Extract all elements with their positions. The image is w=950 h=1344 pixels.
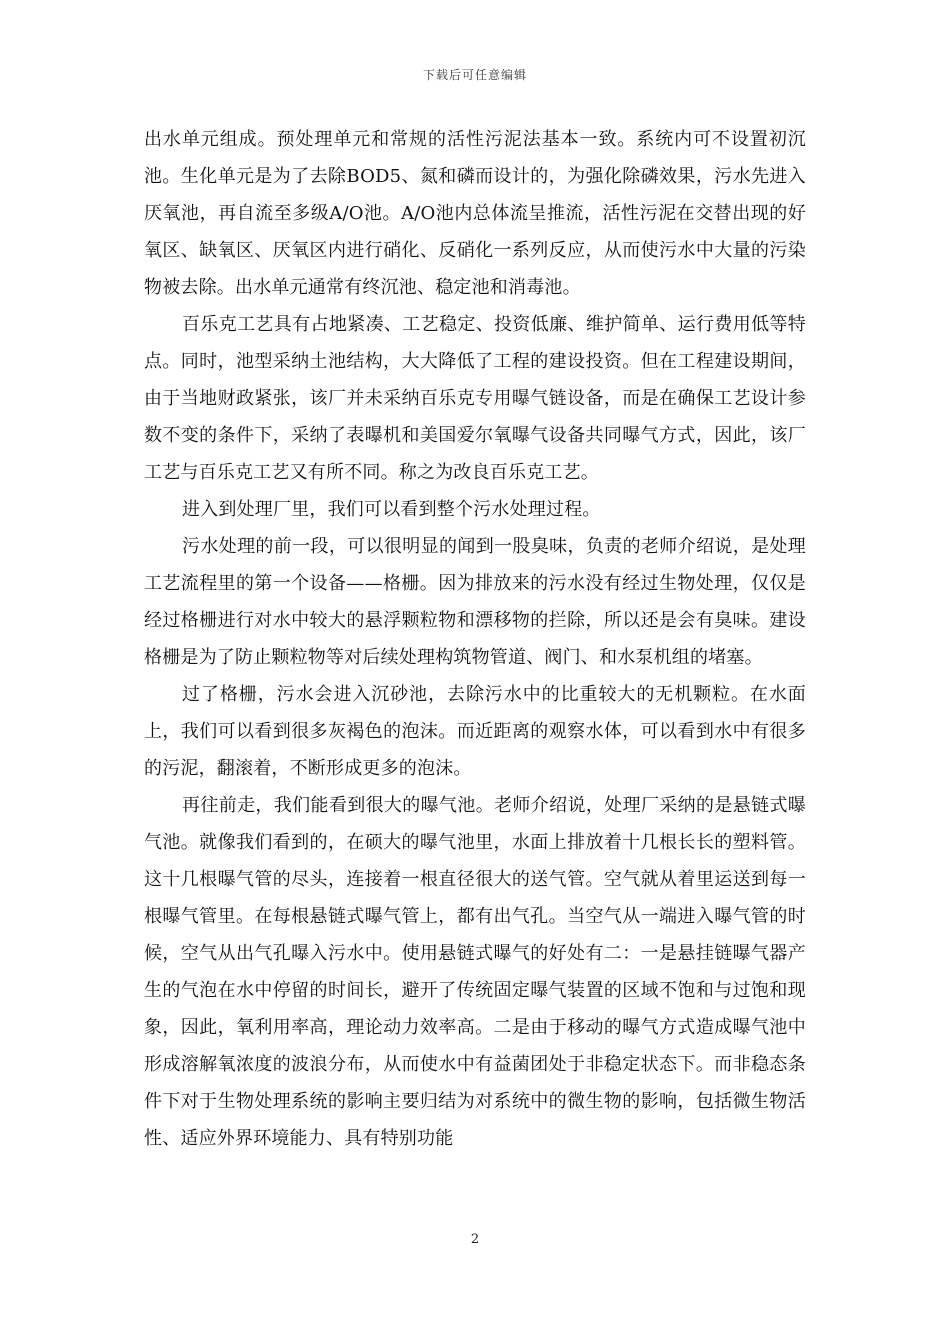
document-body bbox=[144, 121, 806, 1157]
paragraph: 进入到处理厂里，我们可以看到整个污水处理过程。 bbox=[182, 499, 601, 520]
paragraph-continuation: 出水单元组成。预处理单元和常规的活性污泥法基本一致。系统内可不设置初沉池。生化单元是为了去除BOD5、氮和磷而设计的，为强化除磷效果，污水先进入厌氧池，再自流至多级A/O池。A/O池内总体流呈推流，活性污泥在交替出现的好氧区、缺氧区、厌氧区内进行硝化、反硝化一系列反应，从而使污水中大量的污染物被去除。出水单元通常有终沉池、稳定池和消毒池。 bbox=[144, 129, 806, 298]
page-header: 下载后可任意编辑 bbox=[422, 68, 527, 82]
paragraph: 再往前走，我们能看到很大的曝气池。老师介绍说，处理厂采纳的是悬链式曝气池。就像我们看到的，在硕大的曝气池里，水面上排放着十几根长长的塑料管。这十几根曝气管的尽头，连接着一根直径很大的送气管。空气就从着里运送到每一根曝气管里。在每根悬链式曝气管上，都有出气孔。当空气从一端进入曝气管的时候，空气从出气孔曝入污水中。使用悬链式曝气的好处有二：一是悬挂链曝气器产生的气泡在水中停留的时间长，避开了传统固定曝气装置的区域不饱和与过饱和现象，因此，氧利用率高，理论动力效率高。二是由于移动的曝气方式造成曝气池中形成溶解氧浓度的波浪分布，从而使水中有益菌团处于非稳定状态下。而非稳态条件下对于生物处理系统的影响主要归结为对系统中的微生物的影响，包括微生物活性、适应外界环境能力、具有特别功能 bbox=[144, 795, 806, 1149]
page-number: 2 bbox=[470, 1232, 480, 1247]
paragraph: 百乐克工艺具有占地紧凑、工艺稳定、投资低廉、维护简单、运行费用低等特点。同时，池型采纳土池结构，大大降低了工程的建设投资。但在工程建设期间，由于当地财政紧张，该厂并未采纳百乐克专用曝气链设备，而是在确保工艺设计参数不变的条件下，采纳了表曝机和美国爱尔氧曝气设备共同曝气方式，因此，该厂工艺与百乐克工艺又有所不同。称之为改良百乐克工艺。 bbox=[144, 314, 806, 483]
paragraph: 过了格栅，污水会进入沉砂池，去除污水中的比重较大的无机颗粒。在水面上，我们可以看到很多灰褐色的泡沫。而近距离的观察水体，可以看到水中有很多的污泥，翻滚着，不断形成更多的泡沫。 bbox=[144, 684, 806, 779]
paragraph: 污水处理的前一段，可以很明显的闻到一股臭味，负责的老师介绍说，是处理工艺流程里的第一个设备——格栅。因为排放来的污水没有经过生物处理，仅仅是经过格栅进行对水中较大的悬浮颗粒物和漂移物的拦除，所以还是会有臭味。建设格栅是为了防止颗粒物等对后续处理构筑物管道、阀门、和水泵机组的堵塞。 bbox=[144, 536, 806, 668]
